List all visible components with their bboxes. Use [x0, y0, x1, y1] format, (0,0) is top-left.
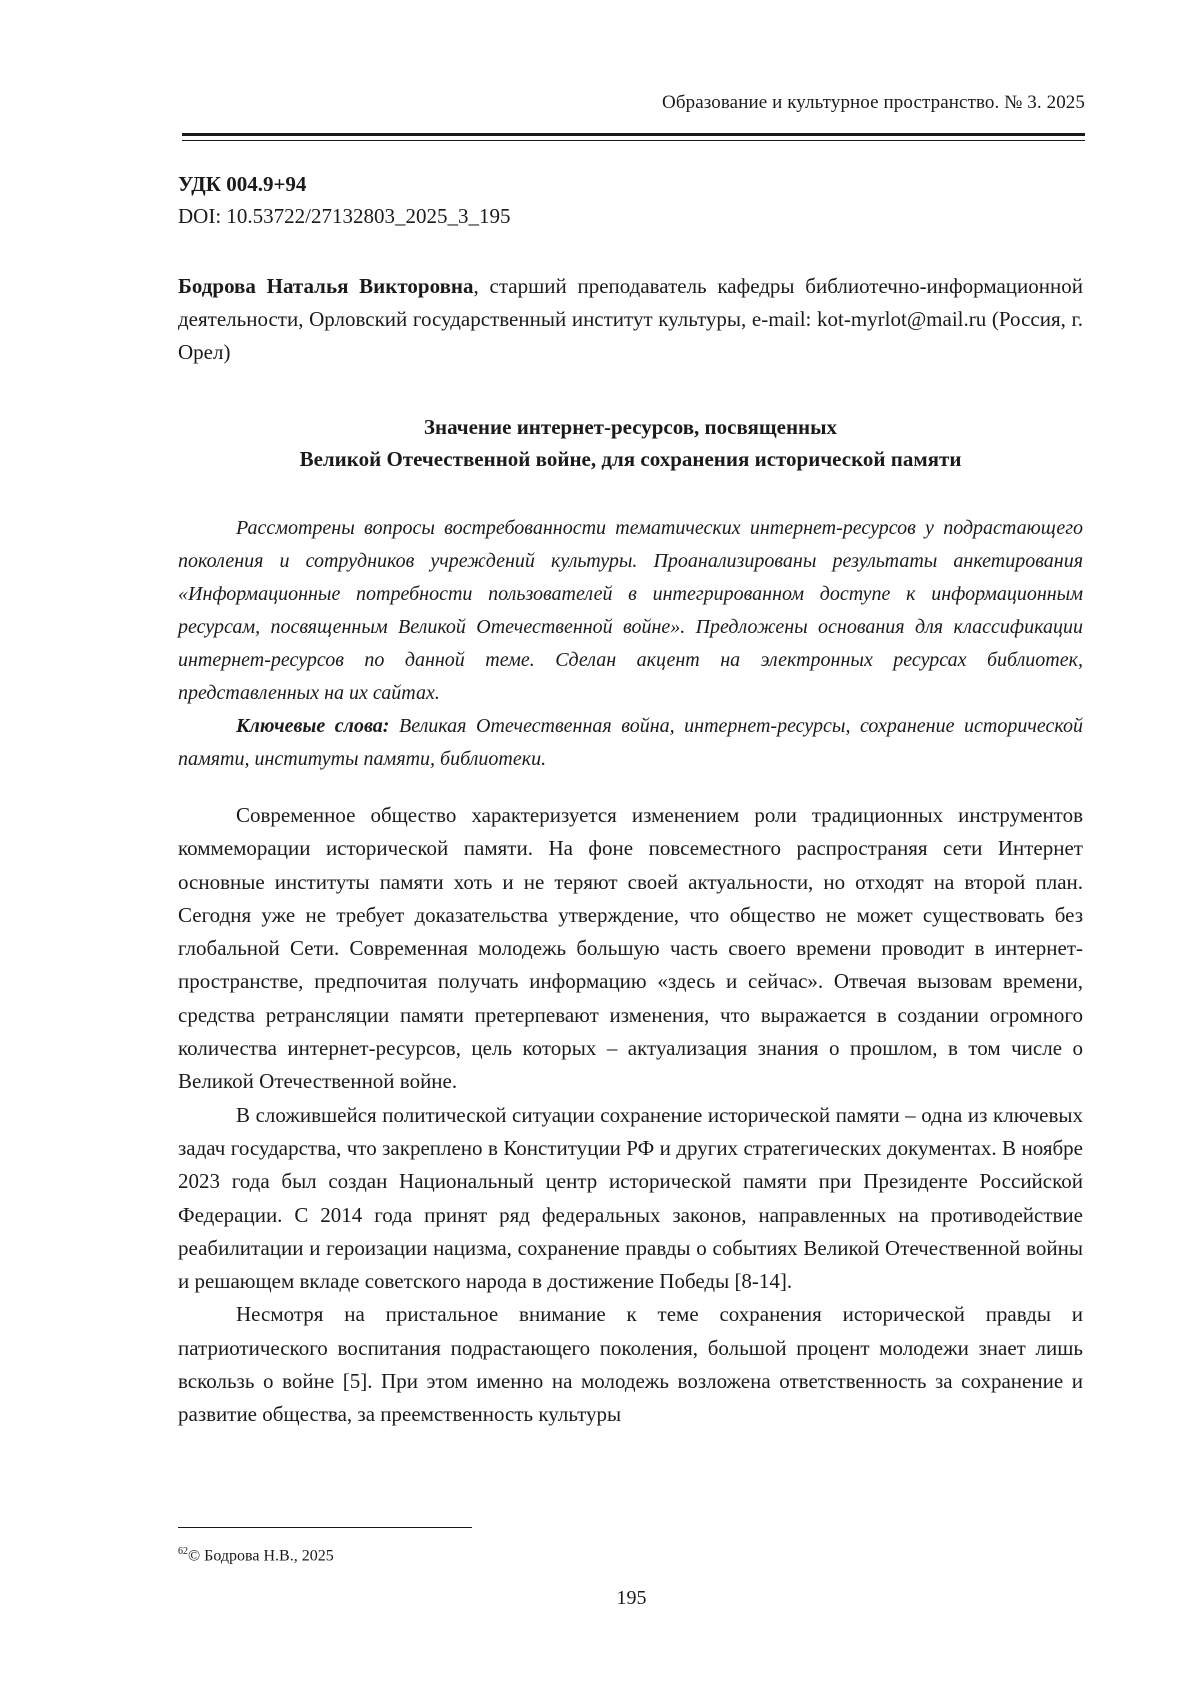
article-title	[178, 411, 1083, 475]
abstract-text: Рассмотрены вопросы востребованности тематических интернет-ресурсов у подрастающего поколения и сотрудников учреждений культуры. Проанализированы результаты анкетирования «Информационные потребности пользователей в интегрированном доступе к информационным ресурсам, посвященным Великой Отечественной войне». Предложены основания для классификации интернет-ресурсов по данной теме. Сделан акцент на электронных ресурсах библиотек, представленных на их сайтах.	[178, 517, 1083, 704]
footnote-marker: 62	[178, 1546, 188, 1557]
keywords	[178, 710, 1083, 776]
body-paragraph: Современное общество характеризуется изменением роли традиционных инструментов коммеморации исторической памяти. На фоне повсеместного распространяя сети Интернет основные институты памяти хоть и не теряют своей актуальности, но отходят на второй план. Сегодня уже не требует доказательства утверждение, что общество не может существовать без глобальной Сети. Современная молодежь большую часть своего времени проводит в интернет-пространстве, предпочитая получать информацию «здесь и сейчас». Отвечая вызовам времени, средства ретрансляции памяти претерпевают изменения, что выражается в создании огромного количества интернет-ресурсов, цель которых – актуализация знания о прошлом, в том числе о Великой Отечественной войне.	[178, 803, 1083, 1094]
author-block	[178, 270, 1083, 369]
body-paragraph: В сложившейся политической ситуации сохранение исторической памяти – одна из ключевых задач государства, что закреплено в Конституции РФ и других стратегических документах. В ноябре 2023 года был создан Национальный центр исторической памяти при Президенте Российской Федерации. С 2014 года принят ряд федеральных законов, направленных на противодействие реабилитации и героизации нацизма, сохранение правды о событиях Великой Отечественной войны и решающем вкладе советского народа в достижение Победы [8-14].	[178, 1102, 1083, 1294]
header-rule-thick	[182, 133, 1085, 136]
footnote-rule	[178, 1527, 472, 1528]
keywords-list: Великая Отечественная война, интернет-ресурсы, сохранение исторической памяти, институты памяти, библиотеки.	[178, 715, 1084, 770]
article-body	[178, 799, 1083, 1432]
header-rule-thin	[182, 140, 1085, 141]
author-name: Бодрова Наталья Викторовна	[178, 274, 474, 298]
keywords-label: Ключевые слова:	[236, 715, 390, 737]
title-line-2: Великой Отечественной войне, для сохранения исторической памяти	[299, 447, 962, 471]
running-head: Образование и культурное пространство. № 3. 2025	[662, 92, 1085, 113]
doi: DOI: 10.53722/27132803_2025_3_195	[178, 204, 511, 228]
body-paragraph: Несмотря на пристальное внимание к теме сохранения исторической правды и патриотического воспитания подрастающего поколения, большой процент молодежи знает лишь вскользь о войне [5]. При этом именно на молодежь возложена ответственность за сохранение и развитие общества, за преемственность культуры	[178, 1302, 1083, 1427]
abstract	[178, 512, 1083, 776]
title-line-1: Значение интернет-ресурсов, посвященных	[423, 415, 838, 439]
author-details: , старший преподаватель кафедры библиотечно-информационной деятельности, Орловский государственный институт культуры, e-mail: kot-myrlot@mail.ru (Россия, г. Орел)	[178, 274, 1083, 364]
udk-code: УДК 004.9+94	[178, 172, 307, 196]
footnote	[178, 1546, 334, 1565]
footnote-text: © Бодрова Н.В., 2025	[188, 1547, 334, 1565]
page-number: 195	[616, 1587, 647, 1609]
